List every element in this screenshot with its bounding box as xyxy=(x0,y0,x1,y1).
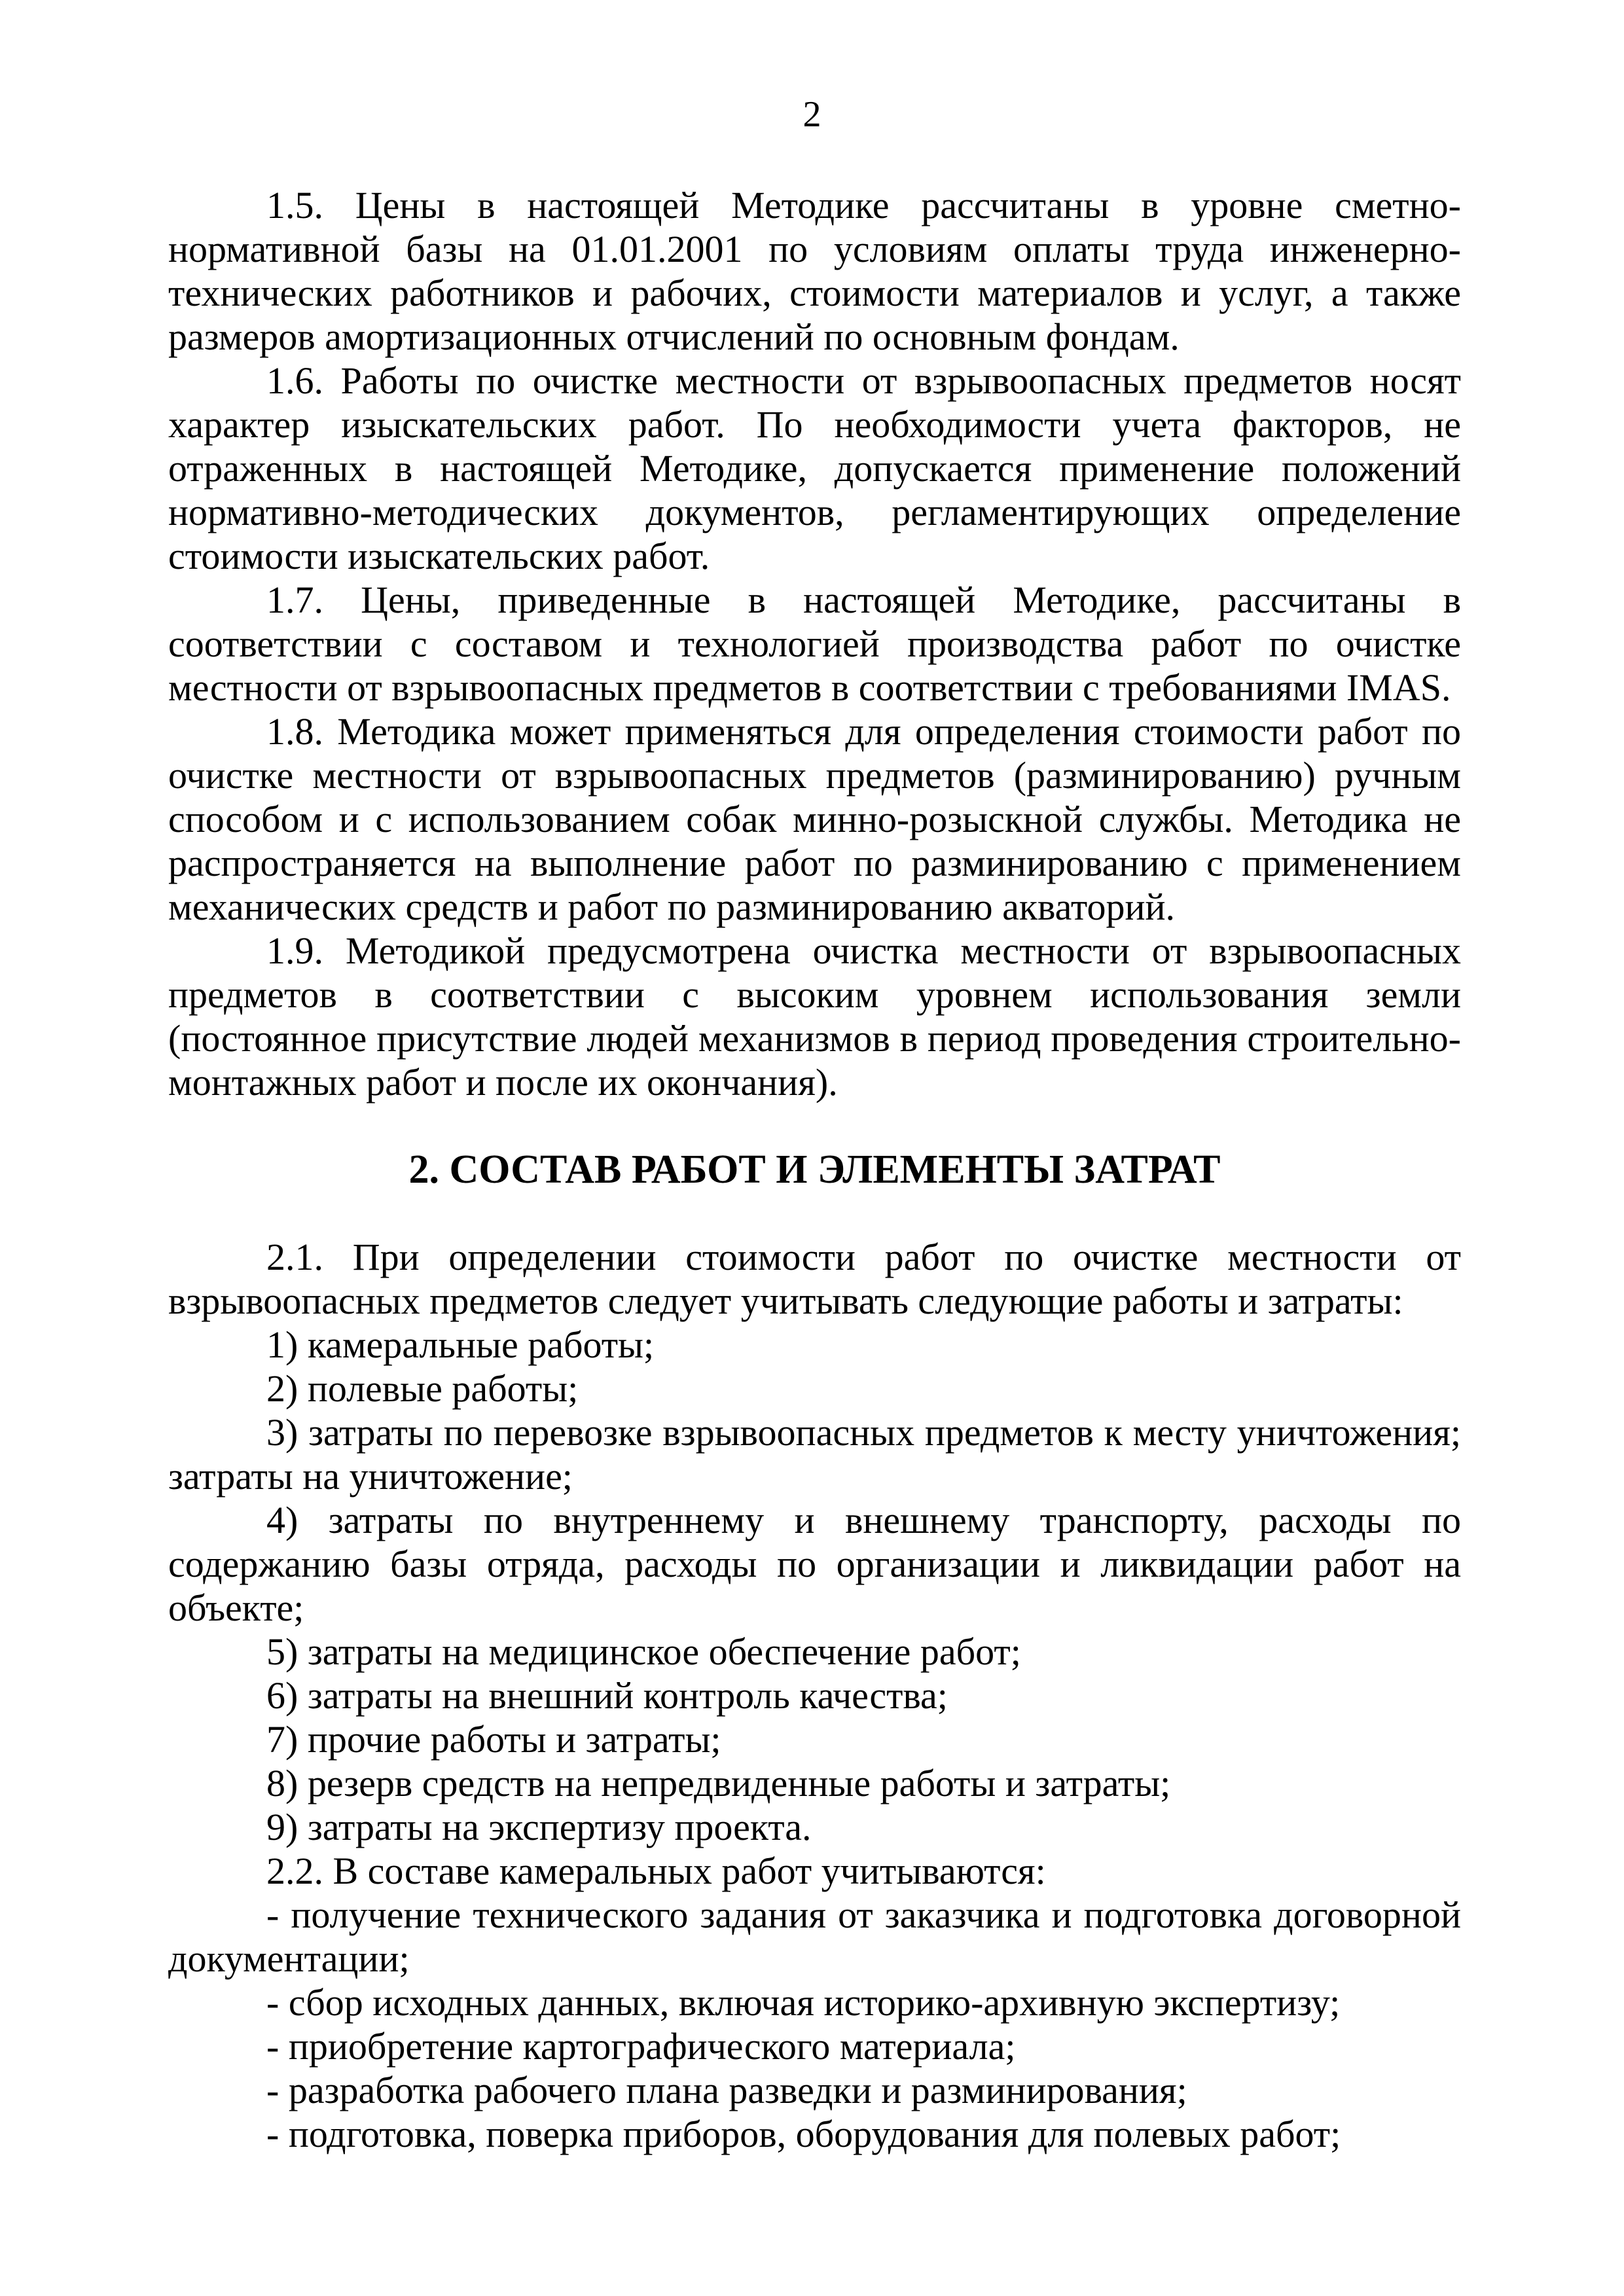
paragraph-2-1: 2.1. При определении стоимости работ по очистке местности от взрывоопасных предметов следует учитывать следующие работы и затраты: xyxy=(168,1236,1461,1322)
list-item: 3) затраты по перевозке взрывоопасных предметов к месту уничтожения; затраты на уничтожение; xyxy=(168,1411,1461,1498)
paragraph-1-5-line: размеров амортизационных отчислений по основным фондам. xyxy=(168,315,1180,358)
paragraph-1-5 xyxy=(168,183,1461,359)
list-item: - разработка рабочего плана разведки и разминирования; xyxy=(266,2069,1187,2111)
paragraph-1-8: 1.8. Методика может применяться для определения стоимости работ по очистке местности от взрывоопасных предметов (разминированию) ручным способом и с использованием собак минно-розыскной службы. Методика не распространяется на выполнение работ по разминированию с применением механических средств и работ по разминированию акваторий. xyxy=(168,710,1461,928)
list-item: - приобретение картографического материала; xyxy=(266,2025,1016,2068)
paragraph-1-9: 1.9. Методикой предусмотрена очистка местности от взрывоопасных предметов в соответствии с высоким уровнем использования земли (постоянное присутствие людей механизмов в период проведения строительно-монтажных работ и после их окончания). xyxy=(168,929,1461,1103)
list-item: 1) камеральные работы; xyxy=(266,1323,655,1366)
section-2-heading: 2. СОСТАВ РАБОТ И ЭЛЕМЕНТЫ ЗАТРАТ xyxy=(408,1147,1221,1192)
list-item: - сбор исходных данных, включая историко-архивную экспертизу; xyxy=(266,1981,1341,2024)
list-item: 2) полевые работы; xyxy=(266,1367,579,1410)
paragraph-1-5-line: нормативной базы на 01.01.2001 по условиям оплаты труда инженерно- xyxy=(168,228,1461,270)
paragraph-1-5-line: технических работников и рабочих, стоимости материалов и услуг, а также xyxy=(168,272,1461,314)
list-item: 7) прочие работы и затраты; xyxy=(266,1718,721,1761)
list-item: 6) затраты на внешний контроль качества; xyxy=(266,1674,948,1717)
list-item: 8) резерв средств на непредвиденные работы и затраты; xyxy=(266,1762,1171,1804)
document-body xyxy=(168,183,1461,2156)
list-item: - получение технического задания от заказчика и подготовка договорной документации; xyxy=(168,1893,1461,1980)
list-item: 5) затраты на медицинское обеспечение работ; xyxy=(266,1630,1021,1673)
list-item: - подготовка, поверка приборов, оборудования для полевых работ; xyxy=(266,2113,1341,2155)
list-item: 4) затраты по внутреннему и внешнему транспорту, расходы по содержанию базы отряда, расходы по организации и ликвидации работ на объекте; xyxy=(168,1499,1461,1629)
paragraph-1-5-line: 1.5. Цены в настоящей Методике рассчитаны в уровне сметно- xyxy=(266,184,1461,226)
paragraph-1-6: 1.6. Работы по очистке местности от взрывоопасных предметов носят характер изыскательских работ. По необходимости учета факторов, не отраженных в настоящей Методике, допускается применение положений нормативно-методических документов, регламентирующих определение стоимости изыскательских работ. xyxy=(168,359,1461,577)
list-item: 9) затраты на экспертизу проекта. xyxy=(266,1806,812,1848)
paragraph-1-7: 1.7. Цены, приведенные в настоящей Методике, рассчитаны в соответствии с составом и технологией производства работ по очистке местности от взрывоопасных предметов в соответствии с требованиями IMAS. xyxy=(168,579,1461,709)
page-number: 2 xyxy=(803,94,821,135)
paragraph-2-2: 2.2. В составе камеральных работ учитываются: xyxy=(266,1850,1046,1892)
